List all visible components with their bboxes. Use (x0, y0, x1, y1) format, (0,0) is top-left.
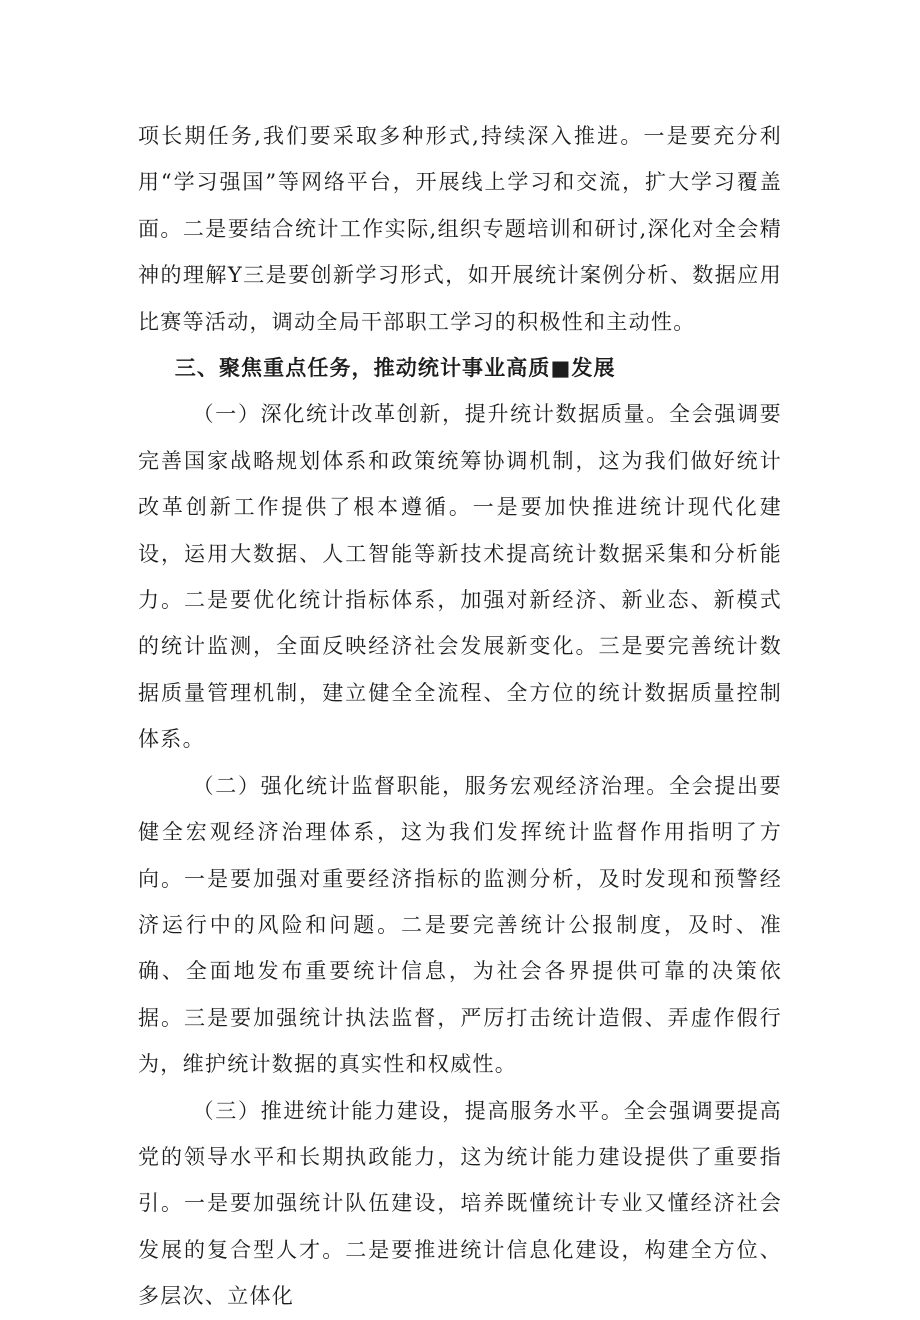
section-heading: 三、聚焦重点任务，推动统计事业高质■发展 (174, 356, 616, 381)
document-body (138, 113, 782, 1320)
paragraph-capacity-building: （三）推进统计能力建设，提高服务水平。全会强调要提高党的领导水平和长期执政能力，这为统计能力建设提供了重要指引。一是要加强统计队伍建设，培养既懂统计专业又懂经济社会发展的复合型人才。二是要推进统计信息化建设，构建全方位、多层次、立体化 (138, 1098, 782, 1309)
paragraph-supervision: （二）强化统计监督职能，服务宏观经济治理。全会提出要健全宏观经济治理体系，这为我们发挥统计监督作用指明了方向。一是要加强对重要经济指标的监测分析，及时发现和预警经济运行中的风险和问题。二是要完善统计公报制度，及时、准确、全面地发布重要统计信息，为社会各界提供可靠的决策依据。三是要加强统计执法监督，严厉打击统计造假、弄虚作假行为，维护统计数据的真实性和权威性。 (138, 773, 782, 1077)
paragraph-continuation: 项长期任务,我们要采取多种形式,持续深入推进。一是要充分利用“学习强国”等网络平台，开展线上学习和交流，扩大学习覆盖面。二是要结合统计工作实际,组织专题培训和研讨,深化对全会精神的理解Y三是要创新学习形式，如开展统计案例分析、数据应用比赛等活动，调动全局干部职工学习的积极性和主动性。 (138, 124, 782, 334)
paragraph-reform-innovation: （一）深化统计改革创新，提升统计数据质量。全会强调要完善国家战略规划体系和政策统筹协调机制，这为我们做好统计改革创新工作提供了根本遵循。一是要加快推进统计现代化建设，运用大数据、人工智能等新技术提高统计数据采集和分析能力。二是要优化统计指标体系，加强对新经济、新业态、新模式的统计监测，全面反映经济社会发展新变化。三是要完善统计数据质量管理机制，建立健全全流程、全方位的统计数据质量控制体系。 (138, 402, 782, 752)
